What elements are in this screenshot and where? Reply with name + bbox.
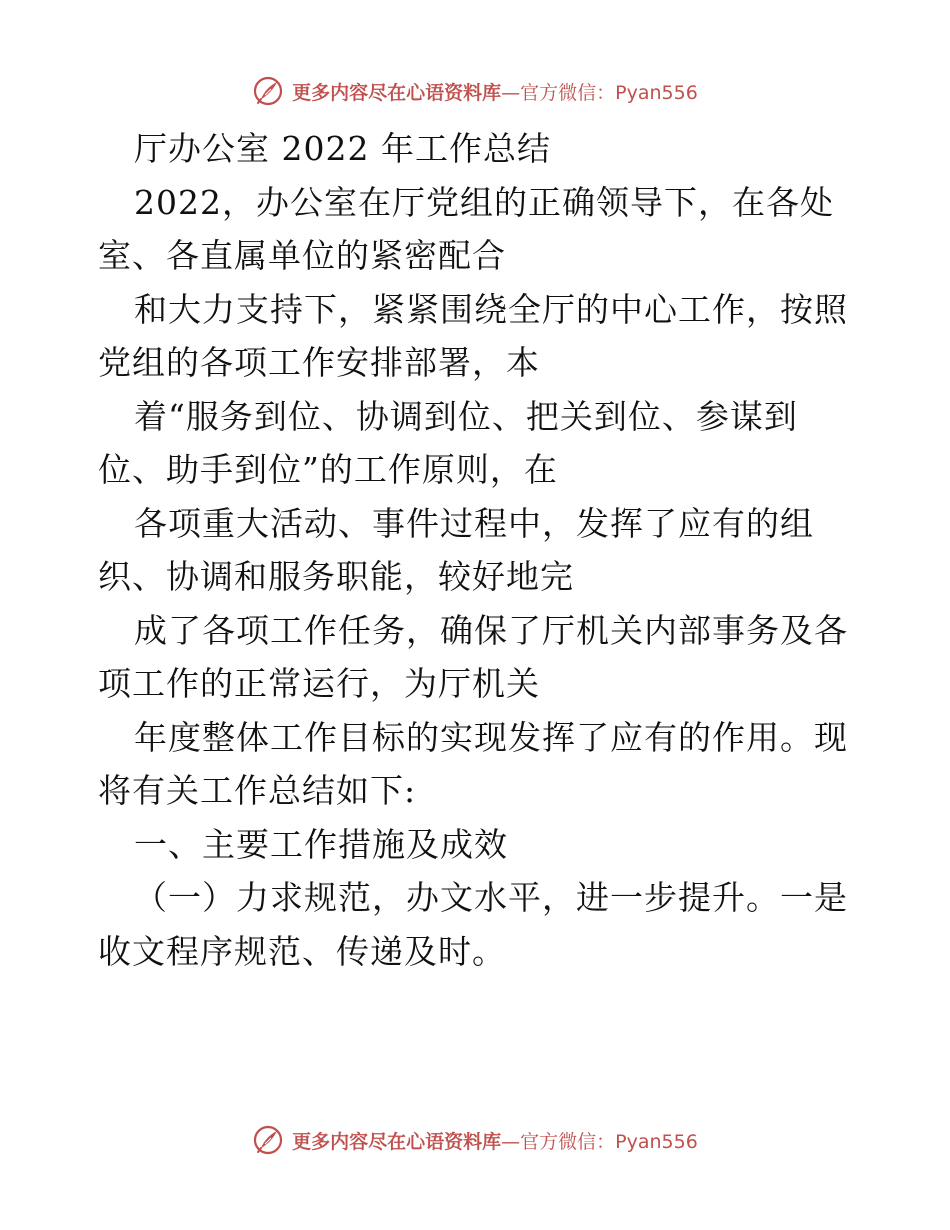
feather-quill-logo-icon	[252, 75, 284, 107]
watermark-text	[292, 78, 698, 105]
paragraph-line: 和大力支持下，紧紧围绕全厅的中心工作，按照	[134, 289, 848, 329]
watermark-separator: —	[501, 81, 521, 104]
paragraph-line: 项工作的正常运行，为厅机关	[98, 664, 540, 703]
watermark-suffix: 官方微信：Pyan556	[520, 1130, 698, 1153]
paragraph-line: 一、主要工作措施及成效	[134, 824, 508, 864]
paragraph-line: 织、协调和服务职能，较好地完	[98, 557, 574, 596]
paragraph-line: 将有关工作总结如下:	[98, 771, 417, 810]
document-title: 厅办公室 2022 年工作总结	[134, 129, 551, 168]
watermark-brand: 更多内容尽在心语资料库	[292, 81, 502, 104]
paragraph-line: 各项重大活动、事件过程中，发挥了应有的组	[134, 503, 814, 543]
paragraph-line: 着“服务到位、协调到位、把关到位、参谋到	[134, 396, 798, 436]
paragraph-line: 成了各项工作任务，确保了厅机关内部事务及各	[134, 610, 848, 650]
watermark-separator: —	[501, 1130, 521, 1153]
footer-watermark	[0, 1120, 950, 1160]
watermark-text	[292, 1127, 698, 1154]
paragraph-line: 2022，办公室在厅党组的正确领导下，在各处	[134, 182, 834, 222]
paragraph-line: （一）力求规范，办文水平，进一步提升。一是	[134, 878, 848, 917]
paragraph-line: 年度整体工作目标的实现发挥了应有的作用。现	[134, 717, 848, 757]
paragraph-line: 收文程序规范、传递及时。	[98, 931, 506, 971]
paragraph-line: 室、各直属单位的紧密配合	[98, 236, 506, 275]
feather-quill-logo-icon	[252, 1124, 284, 1156]
paragraph-line: 党组的各项工作安排部署，本	[98, 343, 540, 382]
watermark-suffix: 官方微信：Pyan556	[520, 81, 698, 104]
watermark-brand: 更多内容尽在心语资料库	[292, 1130, 502, 1153]
paragraph-line: 位、助手到位”的工作原则，在	[98, 450, 558, 489]
header-watermark	[0, 71, 950, 111]
document-body	[98, 122, 858, 978]
